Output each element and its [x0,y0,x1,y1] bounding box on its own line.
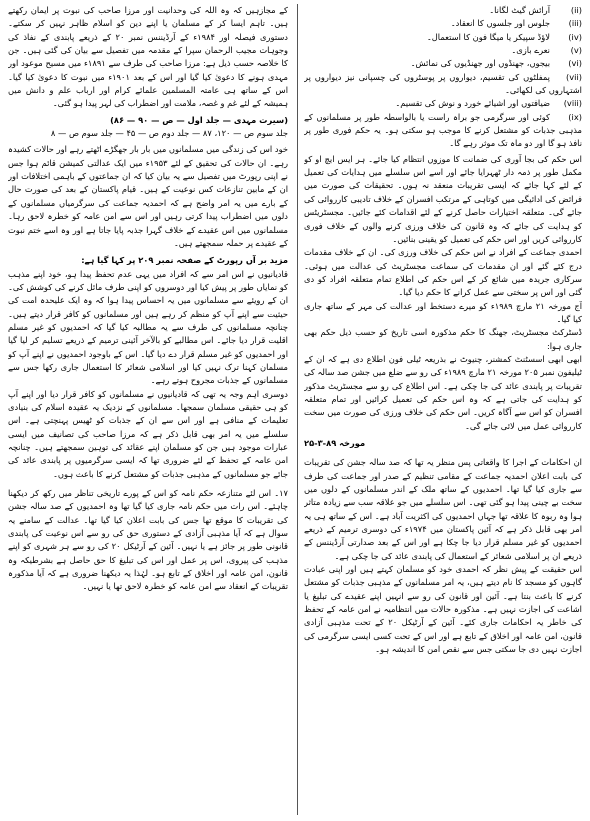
list-item: (iii)جلوس اور جلسوں کا انعقاد۔ [450,18,582,29]
right-column [304,4,582,815]
list-item: (ix)کوئی اور سرگرمی جو براہ راست یا بالواسطہ طور پر مسلمانوں کے مذہبی جذبات کو مشتعل کرنے کا موجب ہو سکتی ہو۔ یہ حکم فوری طور پر نافذ ہو گا اور دو ماہ تک موثر رہے گا۔ [304,111,582,149]
reference-citation-sub: جلد سوم ص — ۱۲۰، ۸۷ — جلد دوم ص — ۴۵ — جلد سوم ص — ۸ [50,128,288,139]
left-column [8,4,288,815]
body-paragraph: کے مجازہیں کہ وہ اللہ کی وحدانیت اور مرزا صاحب کی نبوت پر ایمان رکھتے ہیں۔ تاہم ایسا کر کے مسلمان یا اپنے دین کو اسلام ظاہر نہیں کر سکتے۔ دستوری فیصلہ اور ۱۹۸۴ء کے آرڈیننس نمبر ۲۰ کے ذریعے پابندی کے نفاذ کی وجوہات مجیب الرحمان سپرا کے مقدمہ میں تفصیل سے بیان کی گئی ہیں۔ جن کا خلاصہ حسب ذیل ہے: مرزا صاحب کی طرف سے ۱۸۹۱ء میں مسیح موعود اور مہدی ہونے کا دعویٰ کیا گیا اور اس کے بعد ۱۹۰۱ء میں نبوت کا دعویٰ کیا گیا۔ اس کے ساتھ ہی عامتہ المسلمین علمائے کرام اور ارباب علم و دانش میں ہمیشہ کے لئے غم و غصہ، ملامت اور اضطراب کی لہر پیدا ہو گئی۔ [8,5,288,109]
body-paragraph: ان احکامات کے اجرا کا واقعاتی پس منظر یہ تھا کہ صد سالہ جشن کی تقریبات کی بابت اعلان احمدیہ جماعت کے مقامی تنظیم کے صدر اور جماعت کی طرف سے جاری کیا گیا تھا۔ احمدیوں کے ساتھ ملک کے اندر مسلمانوں کے دلوں میں سخت بے چینی پیدا ہو گئی تھی۔ اس سلسلے میں جو علاقہ سب سے زیادہ متاثر ہوا وہ ربوہ کا علاقہ تھا جہاں احمدیوں کی اکثریت آباد ہے۔ اس کے ساتھ ہی یہ امر بھی قابل ذکر ہے کہ آئین پاکستان میں ۱۹۷۴ء کی دوسری ترمیم کے ذریعے احمدیوں کو غیر مسلم قرار دیا جا چکا ہے اور اس کے بعد صدارتی آرڈیننس کے ذریعے ان پر اسلامی شعائر کے استعمال کی پابندی عائد کی جا چکی ہے۔ [304,457,582,561]
list-item: (vi)بیجوں، جھنڈوں اور جھنڈیوں کی نمائش۔ [410,58,582,69]
column-divider [297,4,298,815]
list-item: (vii)پمفلٹوں کی تقسیم، دیواروں پر پوسٹروں کی چسپانی نیز دیواروں پر اشتہاروں کی لکھائی۔ [304,71,582,96]
quoted-paragraph: قادیانیوں نے اس امر سے کہ افراد میں یہی عدم تحفظ پیدا ہو، خود اپنے مذہب کو نمایاں طور پر پیش کیا اور دوسروں کو اپنی طرف مائل کرنے کی کوشش کی۔ ان کے رویئے سے مسلمانوں میں یہ احساس پیدا ہوا کہ وہ ایک علیحدہ امت کی حیثیت سے اپنے آپ کو منظم کر رہے ہیں اور مسلمانوں کو کافر قرار دیتے ہیں۔ چنانچہ مسلمانوں کی طرف سے یہ مطالبہ کیا گیا کہ احمدیوں کو غیر مسلم اقلیت قرار دیا جائے۔ اس مطالبے کو بالآخر آئینی ترمیم کے ذریعے تسلیم کر لیا گیا اور احمدیوں کو غیر مسلم قرار دے دیا گیا۔ اس کے باوجود احمدیوں نے اپنے آپ کو مسلمان کہنا ترک نہیں کیا اور اسلامی شعائر کا استعمال جاری رکھا جس سے مسلمانوں کے جذبات مجروح ہوتے رہے۔ [8,268,288,386]
order-paragraph: ڈسٹرکٹ مجسٹریٹ، جھنگ کا حکم مذکورہ اسی تاریخ کو حسب ذیل حکم بھی جاری ہوا: [304,327,582,351]
order-paragraph: اس حکم کی بجا آوری کی ضمانت کا موزوں انتظام کیا جائے۔ ہر ایس ایچ او کو مکمل طور پر ذمہ دار ٹھہرایا جائے اور اسے اس سلسلے میں ہدایات کی تعمیل کے لئے کہا جائے کہ ایسی تقریبات منعقد نہ ہوں۔ تحقیقات کی صورت میں فرائض کی ادائیگی میں کوتاہی کے مرتکب افسران کے خلاف تادیبی کارروائی کی جائے گی۔ متعلقہ اختیارات حاصل کرنے کے لئے اقدامات کئے جائیں۔ مجسٹریٹس کو ہدایت کی جائے کہ وہ قانون کی خلاف ورزی کرنے والوں کے خلاف فوری کارروائی کریں اور اس حکم کی تعمیل کو یقینی بنائیں۔ [304,153,582,244]
list-item: (iv)لاؤڈ سپیکر یا میگا فون کا استعمال۔ [426,31,582,42]
order-paragraph: احمدی جماعت کے افراد نے اس حکم کی خلاف ورزی کی۔ ان کے خلاف مقدمات درج کئے گئے اور ان مقدمات کی سماعت مجسٹریٹ کی عدالت میں ہوئی۔ سرکاری جریدہ میں شائع کر کے اس حکم کی اطلاع تمام متعلقہ افراد کو دی گئی اور اس پر سختی سے عمل کرانے کا حکم دیا گیا۔ [304,247,582,298]
body-paragraph: ۱۷۔ اس لئے متنازعہ حکم نامہ کو اس کے پورے تاریخی تناظر میں رکھ کر دیکھنا چاہئے۔ اس رات میں حکم نامہ جاری کیا گیا تھا وہ احمدیوں کے صد سالہ جشن کی تقریبات کا موقع تھا جس کی بابت اعلان کیا گیا تھا۔ عدالت کے سامنے یہ سوال ہے کہ آیا مذہبی آزادی کے دستوری حق کی رو سے اس نوعیت کی پابندی قانونی طور پر جائز ہے یا نہیں۔ آئین کے آرٹیکل ۲۰ کی رو سے ہر شہری کو اپنے مذہب کی پیروی، اس پر عمل اور اس کی تبلیغ کا حق حاصل ہے بشرطیکہ وہ قانون، امن عامہ اور اخلاق کے تابع ہو۔ لہٰذا یہ دیکھنا ضروری ہے کہ آیا مذکورہ تقریبات کے انعقاد سے امن عامہ کو خطرہ لاحق تھا یا نہیں۔ [8,488,288,592]
sub-heading: مزید بر آں رپورٹ کے صفحہ نمبر ۲۰۹ پر کہا گیا ہے: [81,255,288,266]
body-paragraph: اس حقیقت کے پیش نظر کہ احمدی خود کو مسلمان کہتے ہیں اور اپنی عبادت گاہوں کو مسجد کا نام دیتے ہیں، یہ امر مسلمانوں کے مذہبی جذبات کو مشتعل کرنے کا باعث بنتا ہے۔ آئین اور قانون کی رو سے انہیں اپنے عقیدے کی تبلیغ یا اشاعت کی اجازت نہیں ہے۔ مذکورہ حالات میں انتظامیہ نے امن عامہ کے تحفظ کی خاطر یہ احکامات جاری کئے۔ آئین کے آرٹیکل ۲۰ کے تحت مذہبی آزادی قانون، امن عامہ اور اخلاق کے تابع ہے اور اس کے تحت کسی ایسی سرگرمی کی اجازت نہیں دی جا سکتی جس سے نقص امن کا اندیشہ ہو۔ [304,564,582,655]
body-paragraph: خود اس کی زندگی میں مسلمانوں میں بار بار جھگڑے اٹھتے رہے اور حالات کشیدہ رہے۔ ان حالات کی تحقیق کے لئے ۱۹۵۳ء میں ایک عدالتی کمیشن قائم ہوا جس نے اپنی رپورٹ میں تفصیل سے یہ بیان کیا کہ ان جماعتوں کے باہمی اختلافات اور ان کے مابین تنازعات کس نوعیت کے ہیں۔ قیام پاکستان کے بعد کی صورت حال کے بارے میں یہ امر واضح ہے کہ احمدیہ جماعت کی سرگرمیاں مسلمانوں کے دلوں میں اضطراب پیدا کرتی رہیں اور اس سے امن عامہ کو خطرہ لاحق رہا۔ مسلمانوں میں اس عقیدے کے خلاف گہرا جذبہ پایا جاتا ہے اور وہ اسے ختم نبوت کے عقیدے پر حملہ سمجھتے ہیں۔ [8,144,288,248]
list-item: (viii)ضیافتوں اور اشیائے خورد و نوش کی تقسیم۔ [395,98,582,109]
restriction-list [304,4,582,151]
list-item: (ii)آرائش گیٹ لگانا۔ [489,5,582,15]
reference-citation: (سیرت مہدی — جلد اول — ص — ۹۰ — ۸۶) جلد سوم ص — ۱۲۰، ۸۷ — جلد دوم ص — ۴۵ — جلد سوم ص — ۸ [8,114,288,141]
body-paragraph: دوسری اہم وجہ یہ تھی کہ قادیانیوں نے مسلمانوں کو کافر قرار دیا اور اپنے آپ کو ہی حقیقی مسلمان سمجھا۔ مسلمانوں کے نزدیک یہ عقیدہ اسلام کی بنیادی تعلیمات کے منافی ہے اور اس سے ان کے جذبات کو ٹھیس پہنچتی ہے۔ اس سلسلے میں یہ امر بھی قابل ذکر ہے کہ مرزا صاحب کی تصانیف میں ایسی عبارات موجود ہیں جن کو مسلمان اپنے عقائد کی توہین سمجھتے ہیں۔ چنانچہ امن عامہ کے تحفظ کے لئے ضروری تھا کہ ایسی سرگرمیوں پر پابندی عائد کی جائے جو مسلمانوں کے مذہبی جذبات کو مشتعل کرنے کا باعث ہوں۔ [8,388,288,479]
issue-date-paragraph: آج مورخہ ۲۱ مارچ ۱۹۸۹ء کو میرے دستخط اور عدالت کی مہر کے ساتھ جاری کیا گیا۔ [304,300,582,324]
order-paragraph: ابھی ابھی اسسٹنٹ کمشنر، چنیوٹ نے بذریعہ ٹیلی فون اطلاع دی ہے کہ ان کے ٹیلیفون نمبر ۲۰۵ مورخہ ۲۱ مارچ ۱۹۸۹ء کی رو سے ضلع میں جشن صد سالہ کی تقریبات پر پابندی عائد کی جا چکی ہے۔ اس اطلاع کی رو سے مجسٹریٹ مذکور کو ہدایت کی جاتی ہے کہ وہ اس حکم کی تعمیل کرائیں اور تمام متعلقہ افسران کو اس سے آگاہ کریں۔ اس حکم کی خلاف ورزی کی صورت میں سخت کارروائی عمل میں لائی جائے گی۔ [304,353,582,431]
list-item: (v)نعرے بازی۔ [511,45,582,56]
dated-line: مورخہ ۸۹-۳-۲۵ [304,438,366,448]
